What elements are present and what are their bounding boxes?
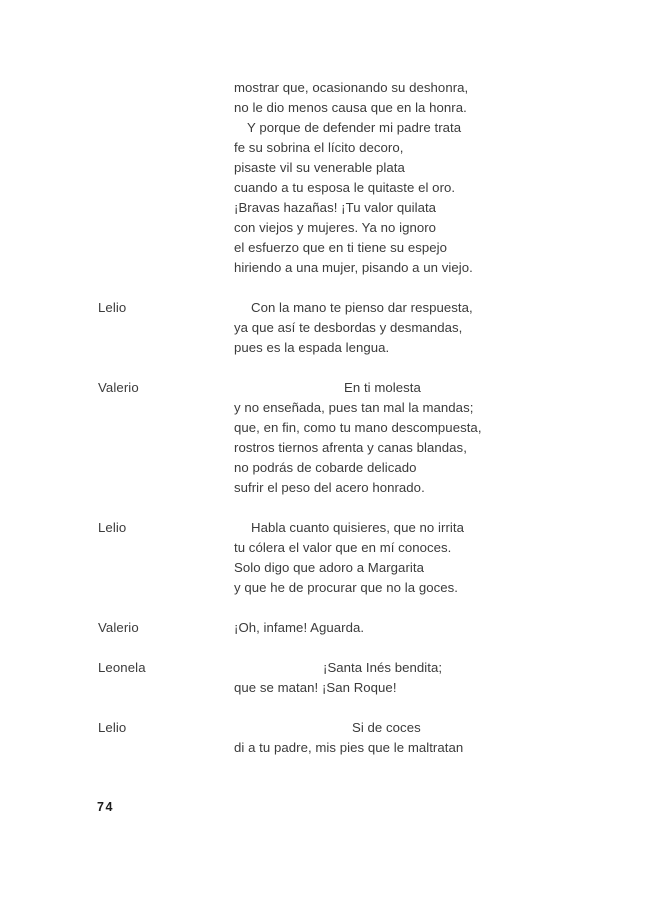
verse-line: Y porque de defender mi padre trata xyxy=(247,120,462,135)
speaker-name: Lelio xyxy=(98,520,127,535)
speech-block xyxy=(0,378,650,498)
verse-line: cuando a tu esposa le quitaste el oro. xyxy=(234,180,456,195)
verse-line: Si de coces xyxy=(352,720,421,735)
verse-line: y que he de procurar que no la goces. xyxy=(234,580,458,595)
verse-list xyxy=(0,78,650,278)
verse-line: mostrar que, ocasionando su deshonra, xyxy=(234,80,469,95)
verse-body xyxy=(0,78,650,778)
verse-line: hiriendo a una mujer, pisando a un viejo. xyxy=(234,260,473,275)
verse-line: el esfuerzo que en ti tiene su espejo xyxy=(234,240,447,255)
verse-line: En ti molesta xyxy=(344,380,421,395)
speech-block xyxy=(0,298,650,358)
verse-line: fe su sobrina el lícito decoro, xyxy=(234,140,404,155)
verse-line: no le dio menos causa que en la honra. xyxy=(234,100,467,115)
verse-line: rostros tiernos afrenta y canas blandas, xyxy=(234,440,467,455)
verse-line: y no enseñada, pues tan mal la mandas; xyxy=(234,400,474,415)
verse-line: di a tu padre, mis pies que le maltratan xyxy=(234,740,464,755)
verse-line: tu cólera el valor que en mí conoces. xyxy=(234,540,452,555)
speaker-name: Leonela xyxy=(98,660,146,675)
verse-line: pues es la espada lengua. xyxy=(234,340,390,355)
verse-line: Solo digo que adoro a Margarita xyxy=(234,560,424,575)
verse-line: ¡Santa Inés bendita; xyxy=(323,660,443,675)
verse-line: no podrás de cobarde delicado xyxy=(234,460,417,475)
speaker-name: Valerio xyxy=(98,380,139,395)
page-number: 74 xyxy=(97,800,115,814)
speaker-name: Valerio xyxy=(98,620,139,635)
verse-line: pisaste vil su venerable plata xyxy=(234,160,405,175)
verse-line: ¡Oh, infame! Aguarda. xyxy=(234,620,365,635)
speech-block xyxy=(0,618,650,638)
speech-block xyxy=(0,518,650,598)
verse-line: sufrir el peso del acero honrado. xyxy=(234,480,425,495)
speech-block xyxy=(0,658,650,698)
speaker-name: Lelio xyxy=(98,720,127,735)
verse-line: que, en fin, como tu mano descompuesta, xyxy=(234,420,482,435)
verse-line: ¡Bravas hazañas! ¡Tu valor quilata xyxy=(234,200,437,215)
verse-line: ya que así te desbordas y desmandas, xyxy=(234,320,463,335)
speaker-name: Lelio xyxy=(98,300,127,315)
speech-block xyxy=(0,718,650,758)
verse-line: con viejos y mujeres. Ya no ignoro xyxy=(234,220,437,235)
speech-block xyxy=(0,78,650,278)
verse-line: Con la mano te pienso dar respuesta, xyxy=(251,300,473,315)
verse-line: que se matan! ¡San Roque! xyxy=(234,680,397,695)
verse-line: Habla cuanto quisieres, que no irrita xyxy=(251,520,464,535)
